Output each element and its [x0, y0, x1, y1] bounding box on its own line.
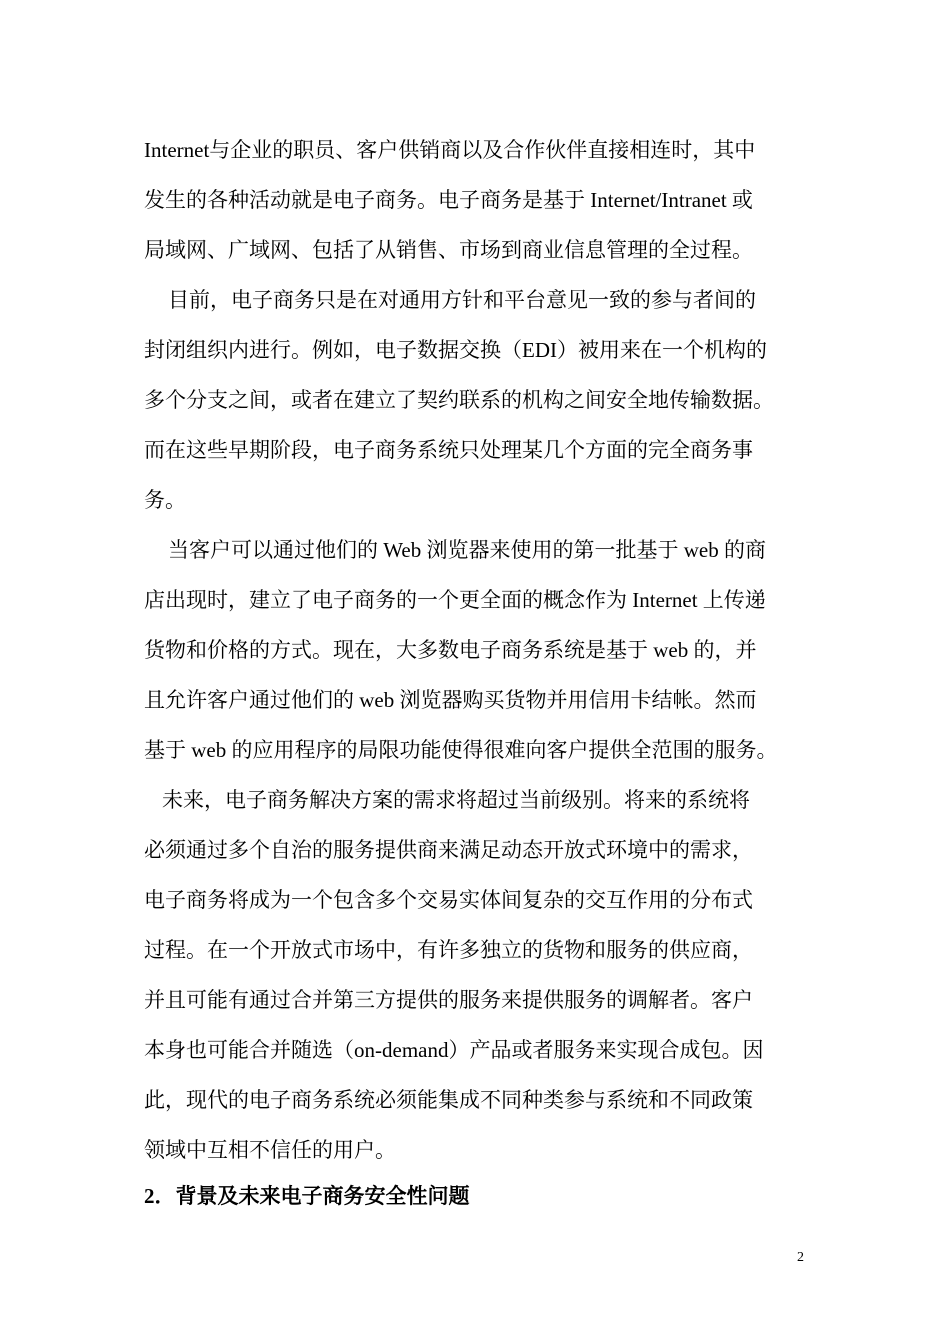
- paragraph-line: 当客户可以通过他们的 Web 浏览器来使用的第一批基于 web 的商: [168, 538, 766, 562]
- paragraph-line: 电子商务将成为一个包含多个交易实体间复杂的交互作用的分布式: [144, 888, 753, 912]
- paragraph-line: 封闭组织内进行。例如，电子数据交换（EDI）被用来在一个机构的: [144, 338, 767, 362]
- paragraph-line: 过程。在一个开放式市场中，有许多独立的货物和服务的供应商，: [144, 938, 753, 962]
- paragraph-line: 店出现时，建立了电子商务的一个更全面的概念作为 Internet 上传递: [144, 588, 766, 612]
- paragraph-line: 未来，电子商务解决方案的需求将超过当前级别。将来的系统将: [162, 788, 750, 812]
- paragraph-line: 并且可能有通过合并第三方提供的服务来提供服务的调解者。客户: [144, 988, 753, 1012]
- paragraph-line: 领域中互相不信任的用户。: [144, 1138, 396, 1162]
- paragraph-line: 目前，电子商务只是在对通用方针和平台意见一致的参与者间的: [168, 288, 756, 312]
- paragraph-line: 多个分支之间，或者在建立了契约联系的机构之间安全地传输数据。: [144, 388, 774, 412]
- paragraph-line: 且允许客户通过他们的 web 浏览器购买货物并用信用卡结帐。然而: [144, 688, 757, 712]
- paragraph-line: 本身也可能合并随选（on-demand）产品或者服务来实现合成包。因: [144, 1038, 764, 1062]
- paragraph-line: 务。: [144, 488, 186, 512]
- paragraph-line: Internet与企业的职员、客户供销商以及合作伙伴直接相连时，其中: [144, 138, 756, 162]
- paragraph-line: 货物和价格的方式。现在，大多数电子商务系统是基于 web 的，并: [144, 638, 757, 662]
- page-number: 2: [797, 1250, 804, 1265]
- paragraph-line: 此，现代的电子商务系统必须能集成不同种类参与系统和不同政策: [144, 1088, 753, 1112]
- paragraph-line: 局域网、广域网、包括了从销售、市场到商业信息管理的全过程。: [144, 238, 753, 262]
- section-heading: 2．背景及未来电子商务安全性问题: [144, 1184, 470, 1208]
- paragraph-line: 必须通过多个自治的服务提供商来满足动态开放式环境中的需求，: [144, 838, 753, 862]
- paragraph-line: 基于 web 的应用程序的局限功能使得很难向客户提供全范围的服务。: [144, 738, 778, 762]
- paragraph-line: 发生的各种活动就是电子商务。电子商务是基于 Internet/Intranet 或: [144, 188, 753, 212]
- paragraph-line: 而在这些早期阶段，电子商务系统只处理某几个方面的完全商务事: [144, 438, 753, 462]
